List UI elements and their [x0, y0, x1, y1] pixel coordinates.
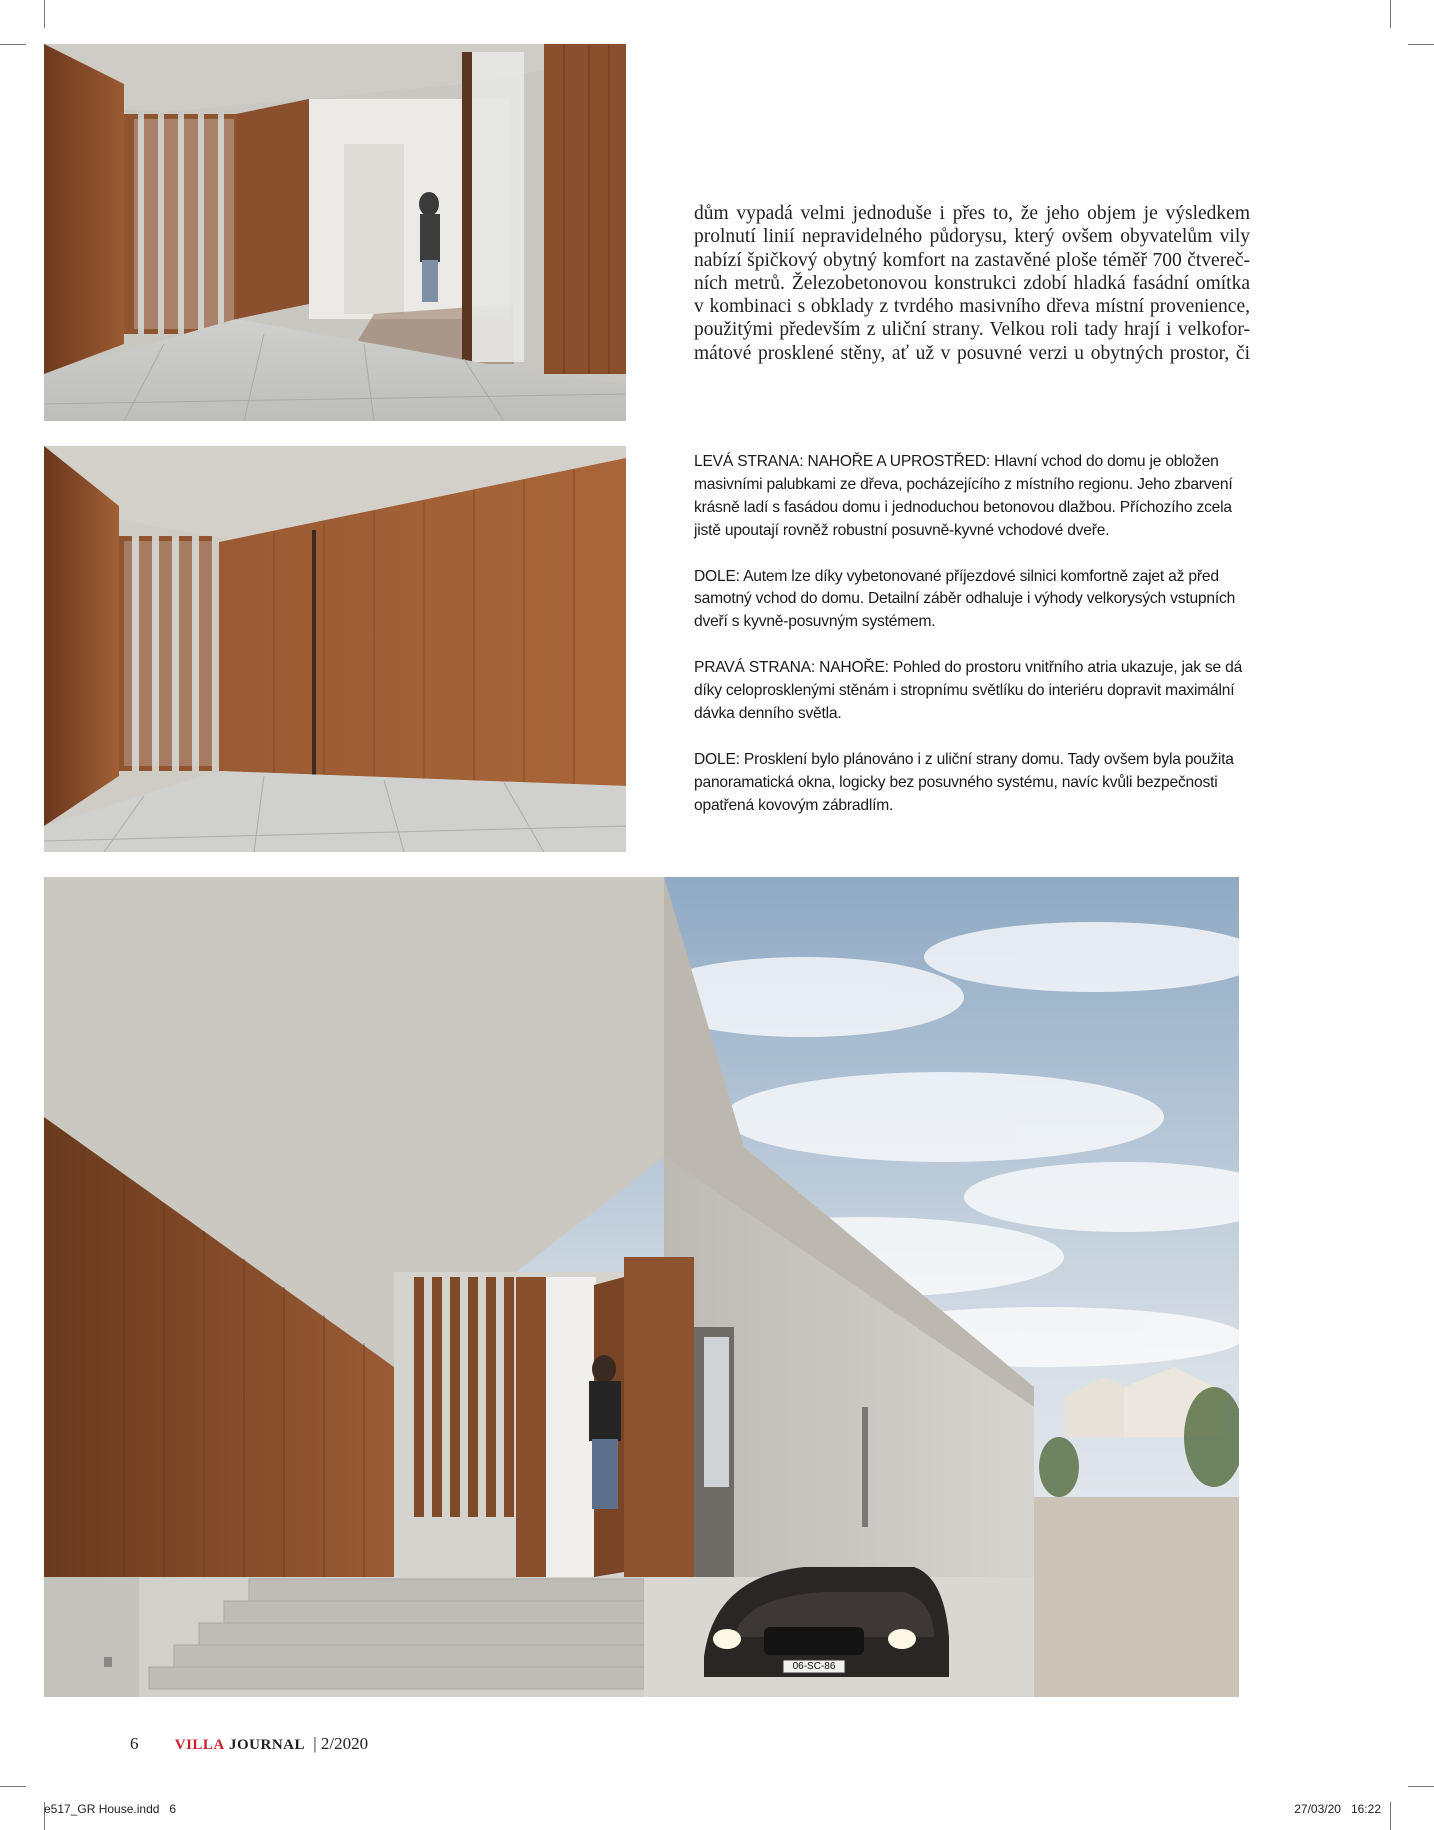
caption-line: masivními palubkami ze dřeva, pocházejícího z místního regionu. Jeho zbarvení [694, 475, 1233, 493]
crop-mark [0, 1786, 26, 1787]
crop-mark [44, 0, 45, 28]
body-line: použitými především z uliční strany. Velkou roli tady hrají i velkofor- [694, 319, 1250, 341]
caption-right-bottom [694, 749, 1254, 818]
issue-number: | 2/2020 [313, 1734, 369, 1753]
photo-captions [694, 451, 1254, 840]
brand-name-first: VILLA [174, 1737, 225, 1753]
caption-line: DOLE: Autem lze díky vybetonované příjezdové silnici komfortně zajet až před [694, 567, 1219, 585]
crop-mark [0, 44, 26, 45]
caption-line: krásně ladí s fasádou domu i jednoduchou betonovou dlažbou. Příchozího zcela [694, 498, 1232, 516]
caption-line: panoramatická okna, logicky bez posuvného systému, navíc kvůli bezpečnosti [694, 773, 1218, 791]
slug-file-name: e517_GR House.indd 6 [44, 1802, 177, 1816]
photo-street-view-image [44, 877, 1249, 1697]
caption-line: jistě upoutají rovněž robustní posuvně-kyvné vchodové dveře. [694, 521, 1110, 539]
body-line: prolnutí linií nepravidelného půdorysu, který ovšem obyvatelům vily [694, 226, 1250, 248]
body-line: ních metrů. Železobetonovou konstrukci zdobí hladká fasádní omítka [694, 272, 1250, 294]
photo-entrance-closed-door-image [44, 446, 626, 852]
photo-entrance-open-door [44, 44, 626, 421]
crop-mark [1390, 0, 1391, 28]
slug-timestamp: 27/03/20 16:22 [1294, 1802, 1381, 1816]
crop-mark [1408, 44, 1434, 45]
car-license-plate: 06-SC-86 [792, 1661, 836, 1672]
body-line: dům vypadá velmi jednoduše i přes to, že jeho objem je výsledkem [694, 203, 1250, 224]
photo-entrance-closed-door [44, 446, 626, 852]
caption-line: LEVÁ STRANA: NAHOŘE A UPROSTŘED: Hlavní vchod do domu je obložen [694, 453, 1219, 470]
body-line: mátové prosklené stěny, ať už v posuvné verzi u obytných prostor, či [694, 342, 1250, 364]
caption-line: dveří s kyvně-posuvným systémem. [694, 613, 936, 631]
brand-name-second: JOURNAL [229, 1737, 306, 1753]
caption-line: DOLE: Prosklení bylo plánováno i z uliční strany domu. Tady ovšem byla použita [694, 750, 1234, 768]
page-number: 6 [130, 1734, 139, 1753]
page-folio [130, 1734, 368, 1754]
caption-line: díky celoprosklenými stěnám i stropnímu světlíku do interiéru dopravit maximální [694, 682, 1235, 700]
caption-line: dávka denního světla. [694, 704, 842, 722]
caption-left-bottom [694, 566, 1254, 635]
body-line: v kombinaci s obklady z tvrdého masivního dřeva místní provenience, [694, 296, 1250, 318]
caption-right-top [694, 657, 1254, 726]
caption-left-top [694, 451, 1254, 543]
photo-street-view [44, 877, 1249, 1697]
caption-line: samotný vchod do domu. Detailní záběr odhaluje i výhody velkorysých vstupních [694, 590, 1236, 608]
caption-line: opatřená kovovým zábradlím. [694, 796, 894, 814]
article-body-text [694, 202, 1250, 365]
body-line: nabízí špičkový obytný komfort na zastavěné ploše téměř 700 čtvereč- [694, 249, 1250, 271]
photo-entrance-open-door-image [44, 44, 626, 421]
crop-mark [1390, 1802, 1391, 1830]
caption-line: PRAVÁ STRANA: NAHOŘE: Pohled do prostoru vnitřního atria ukazuje, jak se dá [694, 659, 1243, 677]
crop-mark [1408, 1786, 1434, 1787]
